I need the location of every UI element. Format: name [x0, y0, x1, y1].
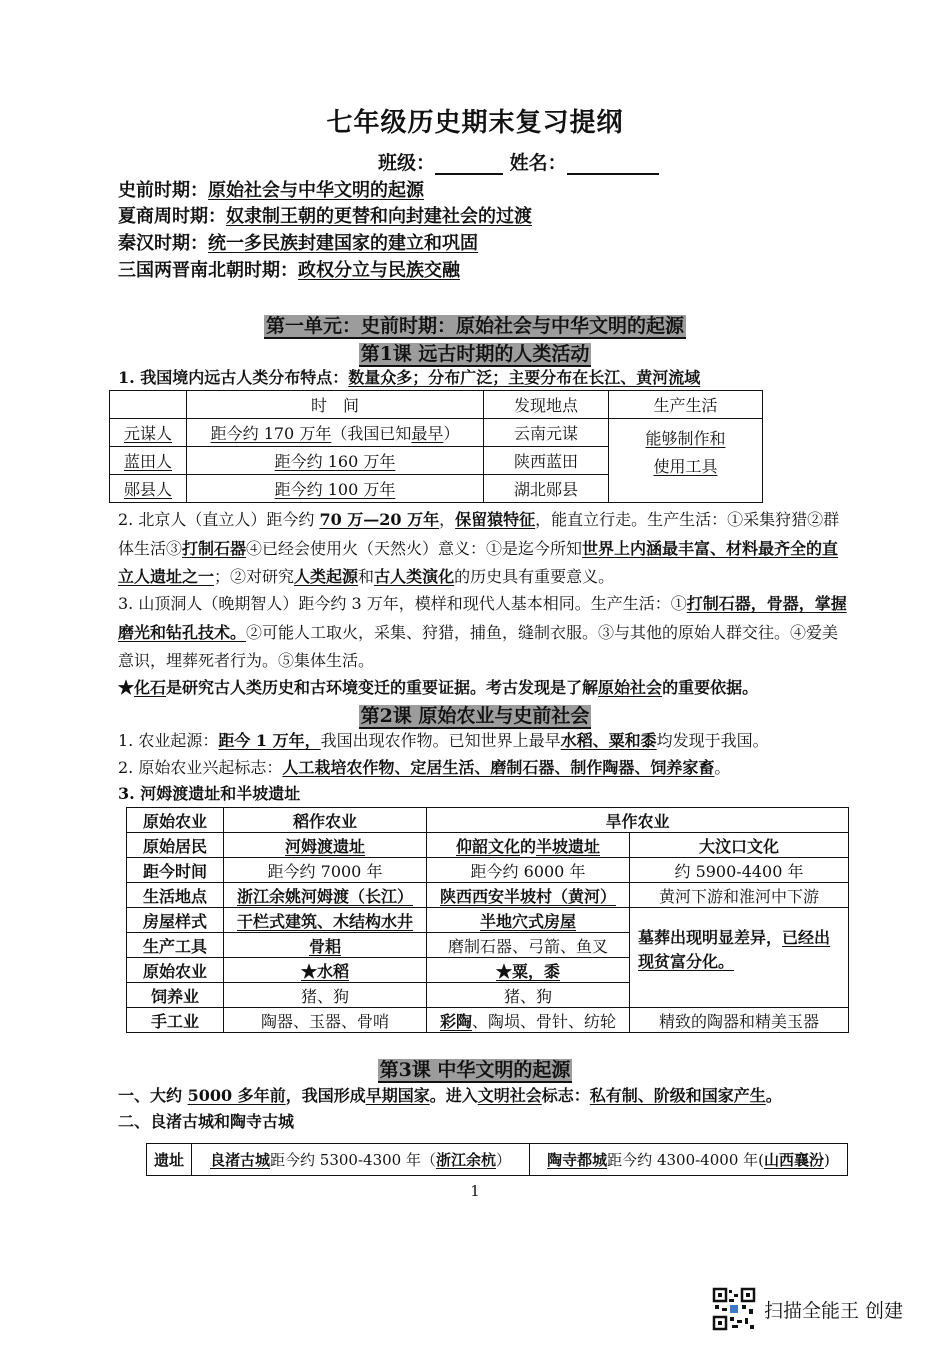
paragraph: 1. 我国境内远古人类分布特点：数量众多；分布广泛；主要分布在长江、黄河流域 [118, 368, 701, 387]
unit-heading: 第一单元：史前时期：原始社会与中华文明的起源 [265, 315, 684, 337]
table-row: 生活地点 浙江余姚河姆渡（长江） 陕西西安半坡村（黄河） 黄河下游和淮河中下游 [127, 883, 849, 908]
table-row: 蓝田人 距今约 160 万年 陕西蓝田 [110, 447, 763, 475]
table-row: 生产工具 骨耜 磨制石器、弓箭、鱼叉 [127, 933, 849, 958]
table-row: 手工业 陶器、玉器、骨哨 彩陶、陶埙、骨针、纺轮 精致的陶器和精美玉器 [127, 1008, 849, 1033]
scanner-watermark [712, 1287, 903, 1331]
table-row: 遗址 良渚古城距今约 5300-4300 年（浙江余杭） 陶寺都城距今约 4300-4000 年(山西襄汾) [147, 1144, 848, 1176]
watermark-text: 扫描全能王 创建 [764, 1299, 904, 1322]
class-name-line [378, 148, 659, 175]
name-blank [567, 155, 659, 175]
table-neolithic-sites [126, 807, 849, 1033]
page-number: 1 [470, 1182, 480, 1200]
table-row: 房屋样式 干栏式建筑、木结构水井 半地穴式房屋 墓葬出现明显差异，已经出现贫富分化。 [127, 908, 849, 933]
period-line: 史前时期：原始社会与中华文明的起源 [118, 180, 424, 201]
class-label: 班级： [378, 152, 436, 174]
paragraph-fossil: ★化石是研究古人类历史和古环境变迁的重要证据。考古发现是了解原始社会的重要依据。 [118, 678, 759, 697]
table-row: 距今时间 距今约 7000 年 距今约 6000 年 约 5900-4400 年 [127, 858, 849, 883]
class-blank [435, 155, 503, 175]
table-row: 郧县人 距今约 100 万年 湖北郧县 [110, 475, 763, 503]
table-row: 原始农业 ★水稻 ★粟，黍 [127, 958, 849, 983]
paragraph-upper-cave-man: 3. 山顶洞人（晚期智人）距今约 3 万年，模样和现代人基本相同。生产生活：①打制石器，骨器，掌握磨光和钻孔技术。②可能人工取火，采集、狩猎，捕鱼，缝制衣服。③与其他的原始人群交往。④爱美意识，埋葬死者行为。⑤集体生活。 [118, 594, 847, 670]
name-label: 姓名： [509, 152, 567, 174]
lesson-heading: 第1课 远古时期的人类活动 [360, 343, 590, 365]
period-line: 三国两晋南北朝时期：政权分立与民族交融 [118, 260, 460, 281]
lesson-heading: 第2课 原始农业与史前社会 [360, 705, 590, 727]
page-title: 七年级历史期末复习提纲 [326, 108, 624, 138]
lesson-heading: 第3课 中华文明的起源 [379, 1059, 571, 1081]
paragraph: 1. 农业起源：距今 1 万年，我国出现农作物。已知世界上最早水稻、粟和黍均发现于我国。 [118, 731, 769, 750]
period-line: 秦汉时期：统一多民族封建国家的建立和巩固 [118, 233, 478, 254]
paragraph: 一、大约 5000 多年前，我国形成早期国家。进入文明社会标志：私有制、阶级和国家产生。 [118, 1086, 782, 1105]
paragraph-peking-man: 2. 北京人（直立人）距今约 70 万—20 万年，保留猿特征，能直立行走。生产生活：①采集狩猎②群体生活③打制石器④已经会使用火（天然火）意义：①是迄今所知世界上内涵最丰富、材料最齐全的直立人遗址之一；②对研究人类起源和古人类演化的历史具有重要意义。 [118, 510, 840, 586]
table-row: 原始农业 稻作农业 旱作农业 [127, 808, 849, 833]
table-early-humans: 时 间 发现地点 生产生活 元谋人 距今约 170 万年（我国已知最早） 云南元谋 能够制作和 使用工具 蓝田人 距今约 160 万年 陕西蓝田 郧县人 距今约 100 万年 湖北郧县 [109, 390, 763, 503]
period-line: 夏商周时期：奴隶制王朝的更替和向封建社会的过渡 [118, 206, 532, 227]
paragraph: 二、良渚古城和陶寺古城 [118, 1112, 295, 1131]
table-ancient-cities [146, 1143, 848, 1176]
paragraph: 3. 河姆渡遗址和半坡遗址 [118, 784, 301, 803]
table-row: 元谋人 距今约 170 万年（我国已知最早） 云南元谋 能够制作和 使用工具 [110, 419, 763, 447]
qr-code-icon [712, 1287, 756, 1331]
paragraph: 2. 原始农业兴起标志：人工栽培农作物、定居生活、磨制石器、制作陶器、饲养家畜。 [118, 758, 731, 777]
table-row: 饲养业 猪、狗 猪、狗 [127, 983, 849, 1008]
table-row: 原始居民 河姆渡遗址 仰韶文化的半坡遗址 大汶口文化 [127, 833, 849, 858]
